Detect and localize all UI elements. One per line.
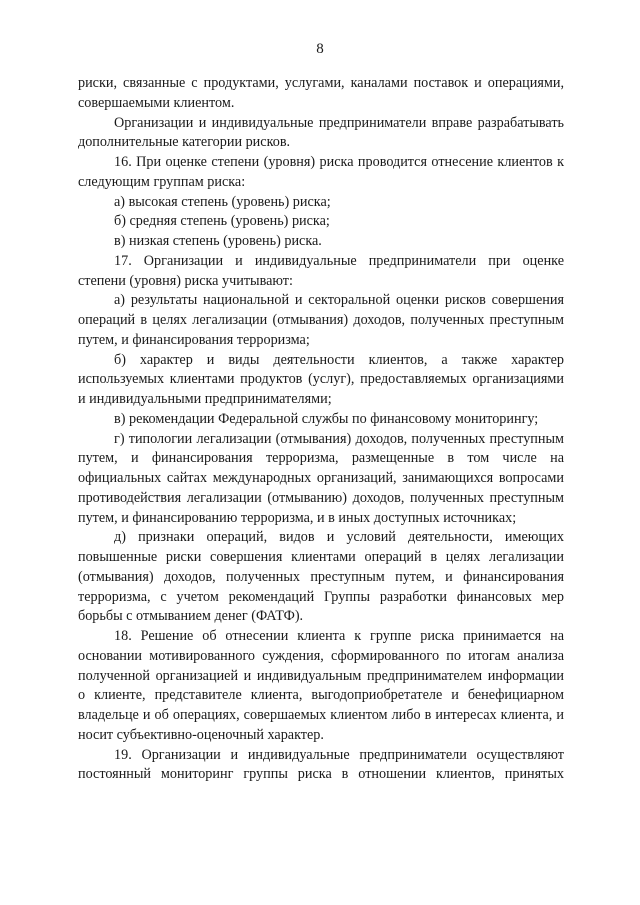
paragraph-additional-categories: Организации и индивидуальные предприниматели вправе разрабатывать дополнительные категории рисков. [78,114,564,151]
list-item-17a: а) результаты национальной и секторальной оценки рисков совершения операций в целях легализации (отмывания) доходов, полученных преступным путем, и финансирования терроризма; [78,292,564,348]
list-item-high-risk: а) высокая степень (уровень) риска; [114,193,331,210]
list-item-17v: в) рекомендации Федеральной службы по финансовому мониторингу; [114,410,539,427]
paragraph-risks-continuation: риски, связанные с продуктами, услугами, каналами поставок и операциями, совершаемыми клиентом. [78,75,564,111]
list-item-17g: г) типологии легализации (отмывания) доходов, полученных преступным путем, и финансирования терроризма, размещенные в том числе на официальных сайтах международных организаций, занимающихся вопросами противодействия легализации (отмыванию) доходов, полученных преступным путем, и финансированию терроризма, и в иных доступных источниках; [78,430,564,526]
list-item-17b: б) характер и виды деятельности клиентов, а также характер используемых клиентами продуктов (услуг), предоставляемых организациями и индивидуальными предпринимателями; [78,351,564,407]
paragraph-18: 18. Решение об отнесении клиента к группе риска принимается на основании мотивированного суждения, сформированного по итогам анализа полученной организацией и индивидуальным предпринимателем информации о клиенте, представителе клиента, выгодоприобретателе и бенефициарном владельце и об операциях, совершаемых клиентом либо в интересах клиента, и носит субъективно-оценочный характер. [78,628,564,743]
document-body [78,74,564,785]
paragraph-19: 19. Организации и индивидуальные предприниматели осуществляют постоянный мониторинг группы риска в отношении клиентов, принятых [78,746,564,783]
paragraph-16: 16. При оценке степени (уровня) риска проводится отнесение клиентов к следующим группам риска: [78,154,564,190]
paragraph-17: 17. Организации и индивидуальные предприниматели при оценке степени (уровня) риска учитывают: [78,252,564,289]
list-item-17d: д) признаки операций, видов и условий деятельности, имеющих повышенные риски совершения клиентами операций в целях легализации (отмывания) доходов, полученных преступным путем, и финансирования терроризма, с учетом рекомендаций Группы разработки финансовых мер борьбы с отмыванием денег (ФАТФ). [78,529,564,625]
list-item-low-risk: в) низкая степень (уровень) риска. [114,233,322,249]
page-number: 8 [316,41,324,57]
list-item-medium-risk: б) средняя степень (уровень) риска; [114,213,330,230]
